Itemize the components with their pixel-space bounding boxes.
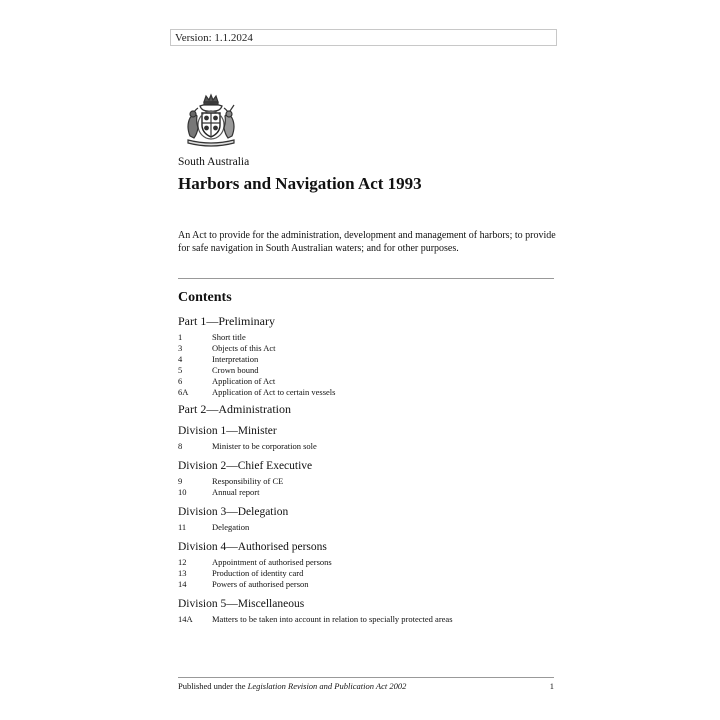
toc-entry-number: 4	[178, 354, 183, 364]
coat-of-arms-icon	[180, 92, 242, 148]
jurisdiction-label: South Australia	[178, 156, 250, 168]
toc-entry-number: 10	[178, 487, 187, 497]
toc-entry[interactable]	[178, 343, 558, 354]
toc-entry-list	[178, 441, 558, 452]
toc-entry-list	[178, 476, 558, 498]
table-of-contents	[178, 312, 558, 627]
toc-entry[interactable]	[178, 614, 558, 625]
publication-note	[178, 681, 406, 691]
contents-heading: Contents	[178, 290, 232, 305]
toc-entry-title: Powers of authorised person	[212, 579, 309, 589]
toc-entry-title: Appointment of authorised persons	[212, 557, 332, 567]
toc-entry-number: 14	[178, 579, 187, 589]
toc-division-heading[interactable]: Division 1—Minister	[178, 425, 277, 437]
toc-entry[interactable]	[178, 522, 558, 533]
page-number: 1	[549, 681, 554, 691]
toc-entry-title: Delegation	[212, 522, 250, 532]
toc-entry-number: 1	[178, 332, 183, 342]
toc-entry[interactable]	[178, 387, 558, 398]
publication-prefix: Published under the	[178, 681, 248, 691]
publication-act-name: Legislation Revision and Publication Act 2002	[247, 681, 407, 691]
toc-entry[interactable]	[178, 487, 558, 498]
toc-entry-number: 11	[178, 522, 187, 532]
toc-entry-number: 8	[178, 441, 183, 451]
toc-entry-list	[178, 557, 558, 590]
long-title: An Act to provide for the administration, development and management of harbors; to provide for safe navigation in South Australian waters; and for other purposes.	[178, 230, 556, 254]
toc-entry-number: 12	[178, 557, 187, 567]
toc-part-heading[interactable]: Part 1—Preliminary	[178, 314, 275, 328]
toc-entry-list	[178, 332, 558, 398]
toc-division-heading[interactable]: Division 5—Miscellaneous	[178, 598, 305, 610]
toc-entry-number: 13	[178, 568, 187, 578]
toc-entry[interactable]	[178, 579, 558, 590]
act-title: Harbors and Navigation Act 1993	[178, 174, 422, 193]
toc-entry-title: Short title	[212, 332, 246, 342]
toc-entry[interactable]	[178, 476, 558, 487]
toc-entry-title: Objects of this Act	[212, 343, 276, 353]
toc-entry-title: Interpretation	[212, 354, 259, 364]
version-label: Version: 1.1.2024	[170, 29, 557, 46]
divider	[178, 278, 554, 279]
toc-entry-title: Annual report	[212, 487, 260, 497]
toc-entry-number: 6A	[178, 387, 189, 397]
page-footer	[178, 681, 554, 691]
footer-divider	[178, 677, 554, 678]
toc-entry[interactable]	[178, 365, 558, 376]
toc-entry-title: Application of Act	[212, 376, 276, 386]
toc-entry-title: Responsibility of CE	[212, 476, 284, 486]
toc-entry[interactable]	[178, 376, 558, 387]
toc-entry-number: 14A	[178, 614, 193, 624]
toc-entry[interactable]	[178, 568, 558, 579]
toc-division-heading[interactable]: Division 4—Authorised persons	[178, 541, 327, 553]
toc-entry-title: Production of identity card	[212, 568, 304, 578]
toc-entry-title: Minister to be corporation sole	[212, 441, 317, 451]
toc-entry[interactable]	[178, 557, 558, 568]
toc-entry[interactable]	[178, 441, 558, 452]
toc-entry-number: 5	[178, 365, 183, 375]
toc-entry[interactable]	[178, 332, 558, 343]
toc-division-heading[interactable]: Division 3—Delegation	[178, 506, 289, 518]
toc-division-heading[interactable]: Division 2—Chief Executive	[178, 460, 313, 472]
toc-entry-title: Matters to be taken into account in relation to specially protected areas	[212, 614, 453, 624]
toc-part-heading[interactable]: Part 2—Administration	[178, 402, 291, 416]
toc-entry-number: 6	[178, 376, 183, 386]
toc-entry[interactable]	[178, 354, 558, 365]
toc-entry-list	[178, 522, 558, 533]
toc-entry-number: 9	[178, 476, 183, 486]
toc-entry-number: 3	[178, 343, 183, 353]
toc-entry-list	[178, 614, 558, 625]
toc-entry-title: Crown bound	[212, 365, 259, 375]
toc-entry-title: Application of Act to certain vessels	[212, 387, 336, 397]
